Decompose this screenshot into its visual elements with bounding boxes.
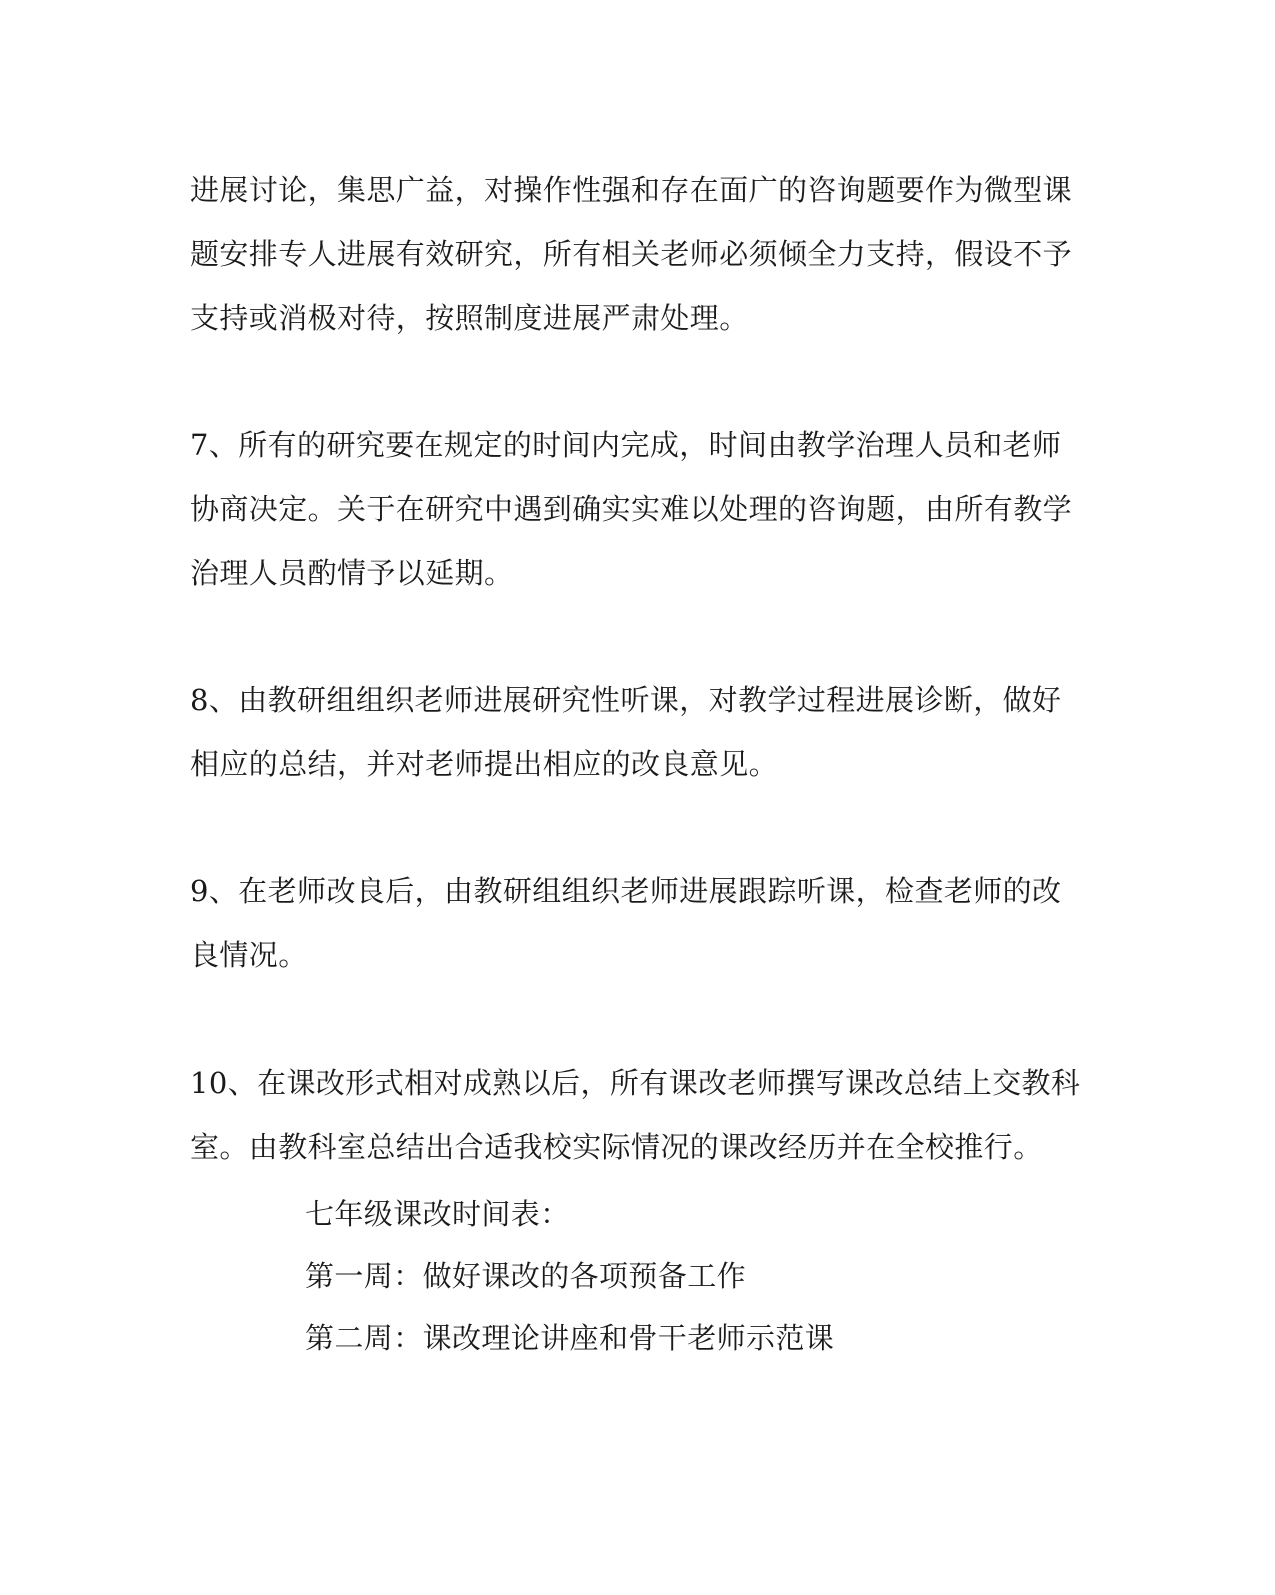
paragraph-9-line-1: 9、在老师改良后，由教研组组织老师进展跟踪听课，检查老师的改 — [190, 874, 1062, 908]
paragraph-6-line-1: 进展讨论，集思广益，对操作性强和存在面广的咨询题要作为微型课 — [190, 173, 1073, 207]
paragraph-6-line-2: 题安排专人进展有效研究，所有相关老师必须倾全力支持，假设不予 — [190, 237, 1073, 271]
paragraph-7-line-3: 治理人员酌情予以延期。 — [190, 556, 514, 590]
paragraph-6-line-3: 支持或消极对待，按照制度进展严肃处理。 — [190, 301, 749, 335]
schedule-week-1: 第一周：做好课改的各项预备工作 — [305, 1259, 747, 1293]
paragraph-7-line-2: 协商决定。关于在研究中遇到确实实难以处理的咨询题，由所有教学 — [190, 492, 1073, 526]
schedule-week-2: 第二周：课改理论讲座和骨干老师示范课 — [305, 1321, 835, 1355]
paragraph-7-line-1: 7、所有的研究要在规定的时间内完成，时间由教学治理人员和老师 — [190, 428, 1062, 462]
paragraph-8-line-1: 8、由教研组组织老师进展研究性听课，对教学过程进展诊断，做好 — [190, 683, 1062, 717]
schedule-heading: 七年级课改时间表： — [305, 1197, 570, 1231]
paragraph-10-line-1: 10、在课改形式相对成熟以后，所有课改老师撰写课改总结上交教科 — [190, 1066, 1081, 1100]
paragraph-8-line-2: 相应的总结，并对老师提出相应的改良意见。 — [190, 747, 779, 781]
paragraph-9-line-2: 良情况。 — [190, 938, 308, 972]
paragraph-10-line-2: 室。由教科室总结出合适我校实际情况的课改经历并在全校推行。 — [190, 1130, 1043, 1164]
